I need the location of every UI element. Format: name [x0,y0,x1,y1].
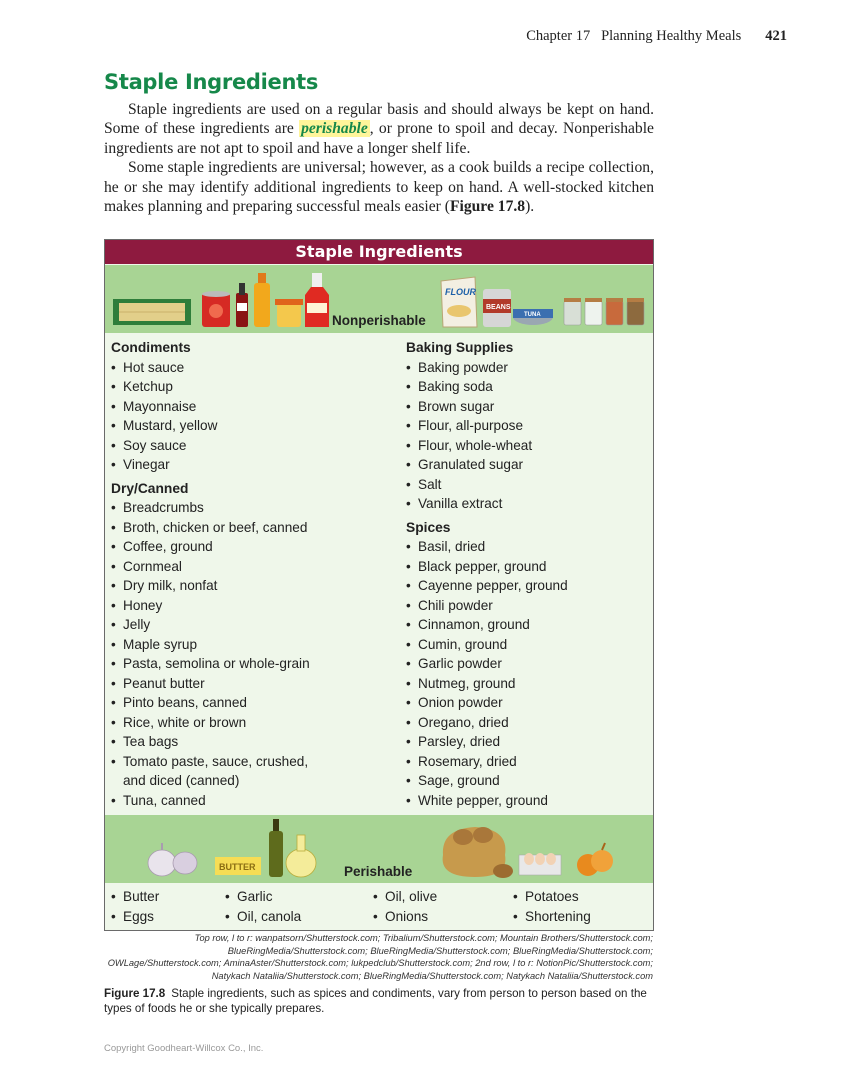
credit-line: BlueRingMedia/Shutterstock.com; BlueRingMedia/Shutterstock.com; BlueRingMedia/Shutterstock.com; [227,945,653,956]
list-item: • Honey [111,596,371,616]
beans-label: BEANS [486,304,511,311]
list-item: • Black pepper, ground [406,557,646,577]
list-item: • Oregano, dried [406,713,646,733]
list-item: • Cumin, ground [406,635,646,655]
copyright-notice: Copyright Goodheart-Willcox Co., Inc. [104,1043,264,1054]
list-item: • Rice, white or brown [111,713,371,733]
perishable-column-1 [111,887,159,926]
condiments-heading: Condiments [111,340,191,355]
perishable-label: Perishable [344,864,413,879]
oil-bottle-icon [254,273,270,327]
soy-sauce-bottle-icon [236,283,248,327]
beans-can-icon [483,289,511,327]
nonperishable-band [105,265,653,333]
list-item: • Onions [373,907,437,927]
list-item: • Tomato paste, sauce, crushed, and diced (canned) [111,752,323,791]
list-item: • Parsley, dried [406,732,646,752]
egg-carton-icon [519,853,561,875]
list-item: • Butter [111,887,159,907]
credit-line: Top row, l to r: wanpatsorn/Shutterstock.com; Tribalium/Shutterstock.com; Mountain Brothers/Shutterstock.com; [194,933,653,943]
list-item: • Pinto beans, canned [111,693,371,713]
garlic-icon [148,843,197,876]
spices-heading: Spices [406,519,451,535]
list-item: • Breadcrumbs [111,498,371,518]
spices-list [406,537,646,810]
dry-canned-heading: Dry/Canned [111,480,189,496]
chapter-label: Chapter 17 [526,28,591,44]
perishable-column-2 [225,887,301,926]
list-item: • Baking powder [406,358,646,378]
list-item: • Dry milk, nonfat [111,576,371,596]
list-item: • Soy sauce [111,436,371,456]
butter-icon [215,857,261,875]
baking-supplies-heading: Baking Supplies [406,340,514,355]
credit-line: Natykach Nataliia/Shutterstock.com; BlueRingMedia/Shutterstock.com; Natykach Nataliia/Shutterstock.com [211,970,653,981]
list-item: • Nutmeg, ground [406,674,646,694]
list-item: • Jelly [111,615,371,635]
list-item: • Maple syrup [111,635,371,655]
flour-bag-icon [441,277,477,327]
list-item: • Garlic powder [406,654,646,674]
staple-ingredients-figure [104,239,654,931]
condiments-list [111,358,371,475]
image-credits [93,932,653,982]
olive-oil-bottle-icon [269,819,316,877]
list-item: • Mayonnaise [111,397,371,417]
list-item: • Oil, olive [373,887,437,907]
list-item: • Mustard, yellow [111,416,371,436]
figure-title: Staple Ingredients [105,240,653,264]
flour-label: FLOUR [445,287,476,297]
list-item: • Brown sugar [406,397,646,417]
body-text [104,100,654,216]
dry-canned-list [111,498,371,810]
list-item: • Sage, ground [406,771,646,791]
spice-jars-icon [564,298,644,325]
section-title: Staple Ingredients [104,70,319,94]
tuna-label: TUNA [524,312,541,318]
list-item: • Vinegar [111,455,371,475]
tomato-can-icon [202,291,230,327]
list-item: • Onion powder [406,693,646,713]
list-item: • Potatoes [513,887,591,907]
list-item: • Peanut butter [111,674,371,694]
list-item: • Vanilla extract [406,494,646,514]
list-item: • Basil, dried [406,537,646,557]
list-item: • Garlic [225,887,301,907]
figure-caption [104,986,654,1016]
paragraph-2: Some staple ingredients are universal; however, as a cook builds a recipe collection, he or she may identify additional ingredients to keep on hand. A well-stocked kitchen makes planning and preparing successful meals easier (Figure 17.8). [104,159,654,216]
list-item: • Cinnamon, ground [406,615,646,635]
onion-icon [577,843,613,876]
list-item: • Baking soda [406,377,646,397]
ketchup-bottle-icon [305,273,329,327]
nonperishable-label: Nonperishable [332,313,426,328]
list-item: • Oil, canola [225,907,301,927]
tuna-can-icon [513,309,553,325]
list-item: • Flour, whole-wheat [406,436,646,456]
list-item: • White pepper, ground [406,791,646,811]
chapter-title: Planning Healthy Meals [601,28,742,44]
figure-reference[interactable]: Figure 17.8 [449,198,526,216]
key-term: perishable [301,120,368,138]
caption-text: Staple ingredients, such as spices and condiments, vary from person to person based on the types of foods he or she typically prepares. [104,987,647,1015]
list-item: • Rosemary, dried [406,752,646,772]
mayonnaise-jar-icon [275,299,303,327]
list-item: • Broth, chicken or beef, canned [111,518,371,538]
paragraph-1: Staple ingredients are used on a regular basis and should always be kept on hand. Some of these ingredients are perishable , or prone to spoil and decay. Nonperishable ingredients are not apt to spoil and have a longer shelf life. [104,101,654,157]
baking-supplies-list [406,358,646,514]
list-item: • Tuna, canned [111,791,371,811]
perishable-column-4 [513,887,591,926]
left-column [111,338,371,814]
perishable-column-3 [373,887,437,926]
perishable-band [105,815,653,883]
list-item: • Salt [406,475,646,495]
credit-line: OWLage/Shutterstock.com; AminaAster/Shutterstock.com; lukpedclub/Shutterstock.com; 2nd row, l to r: NotionPic/Shutterstock.com; [107,958,653,969]
list-item: • Ketchup [111,377,371,397]
pasta-box-icon [113,299,191,325]
page-number: 421 [765,28,787,44]
running-header [526,28,787,45]
list-item: • Shortening [513,907,591,927]
right-column [406,338,646,814]
butter-label: BUTTER [219,862,256,872]
list-item: • Hot sauce [111,358,371,378]
caption-label: Figure 17.8 [104,987,166,1000]
list-item: • Cayenne pepper, ground [406,576,646,596]
list-item: • Eggs [111,907,159,927]
list-item: • Chili powder [406,596,646,616]
list-item: • Granulated sugar [406,455,646,475]
list-item: • Coffee, ground [111,537,371,557]
list-item: • Tea bags [111,732,371,752]
list-item: • Flour, all-purpose [406,416,646,436]
potato-sack-icon [443,827,513,878]
list-item: • Pasta, semolina or whole-grain [111,654,371,674]
list-item: • Cornmeal [111,557,371,577]
